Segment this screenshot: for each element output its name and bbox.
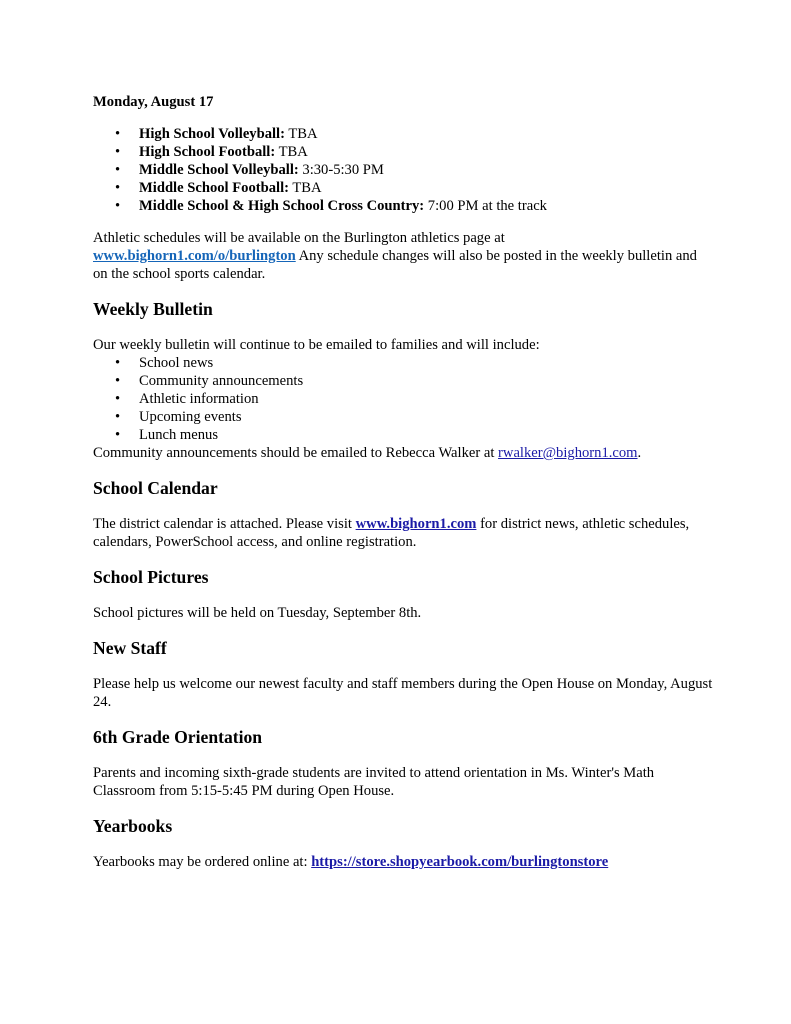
athletic-paragraph xyxy=(93,229,713,283)
school-calendar-section xyxy=(93,477,713,551)
list-item: • Community announcements xyxy=(93,372,713,390)
sport-label: Middle School & High School Cross Country: xyxy=(139,198,425,214)
school-pictures-section xyxy=(93,566,713,622)
sport-value: TBA xyxy=(275,144,308,160)
sport-value: 3:30-5:30 PM xyxy=(298,162,384,178)
sports-schedule-list xyxy=(93,125,713,215)
yearbooks-section xyxy=(93,815,713,871)
district-site-link[interactable]: www.bighorn1.com xyxy=(355,516,477,532)
sport-value: 7:00 PM at the track xyxy=(424,198,547,214)
list-item xyxy=(93,179,713,197)
calendar-text: The district calendar is attached. Please visit xyxy=(93,516,356,532)
bulletin-note-end: . xyxy=(637,445,642,461)
document-page xyxy=(93,93,713,871)
athletics-page-link[interactable]: www.bighorn1.com/o/burlington xyxy=(93,248,296,264)
new-staff-section xyxy=(93,637,713,711)
list-item: • School news xyxy=(93,354,713,372)
list-item xyxy=(93,161,713,179)
sport-value: TBA xyxy=(289,180,322,196)
staff-paragraph: Please help us welcome our newest faculty and staff members during the Open House on Monday, August 24. xyxy=(93,676,713,710)
yearbook-store-link[interactable]: https://store.shopyearbook.com/burlingtonstore xyxy=(311,854,609,870)
calendar-paragraph xyxy=(93,515,713,551)
yearbooks-paragraph xyxy=(93,853,713,871)
sport-value: TBA xyxy=(284,126,318,142)
orientation-section xyxy=(93,726,713,800)
section-heading: School Calendar xyxy=(93,478,218,498)
list-item xyxy=(93,125,713,143)
section-heading: School Pictures xyxy=(93,567,209,587)
sport-label: High School Football: xyxy=(139,144,276,160)
bulletin-note xyxy=(93,444,713,462)
date-heading: Monday, August 17 xyxy=(93,94,214,110)
section-heading: 6th Grade Orientation xyxy=(93,727,263,747)
list-item: • Lunch menus xyxy=(93,426,713,444)
yearbooks-text: Yearbooks may be ordered online at: xyxy=(93,854,312,870)
pictures-paragraph: School pictures will be held on Tuesday, September 8th. xyxy=(93,605,422,621)
email-link[interactable]: rwalker@bighorn1.com xyxy=(498,445,638,461)
list-item xyxy=(93,197,713,215)
bulletin-list xyxy=(93,354,713,444)
calendar-text-continued: for district news, athletic schedules, calendars, PowerSchool access, and online registration. xyxy=(93,516,690,550)
list-item xyxy=(93,143,713,161)
athletic-text: Athletic schedules will be available on the Burlington athletics page at xyxy=(93,230,505,246)
athletic-text-continued: Any schedule changes will also be posted in the weekly bulletin and on the school sports calendar. xyxy=(93,248,697,282)
bulletin-note-text: Community announcements should be emailed to Rebecca Walker at xyxy=(93,445,499,461)
list-item: • Upcoming events xyxy=(93,408,713,426)
bulletin-intro: Our weekly bulletin will continue to be emailed to families and will include: xyxy=(93,337,540,353)
section-heading: New Staff xyxy=(93,638,167,658)
orientation-paragraph: Parents and incoming sixth-grade students are invited to attend orientation in Ms. Winter's Math Classroom from 5:15-5:45 PM during Open House. xyxy=(93,765,655,799)
sport-label: High School Volleyball: xyxy=(139,126,285,142)
section-heading: Yearbooks xyxy=(93,816,173,836)
sport-label: Middle School Volleyball: xyxy=(139,162,299,178)
section-heading: Weekly Bulletin xyxy=(93,299,213,319)
weekly-bulletin-section xyxy=(93,298,713,462)
sport-label: Middle School Football: xyxy=(139,180,289,196)
list-item: • Athletic information xyxy=(93,390,713,408)
